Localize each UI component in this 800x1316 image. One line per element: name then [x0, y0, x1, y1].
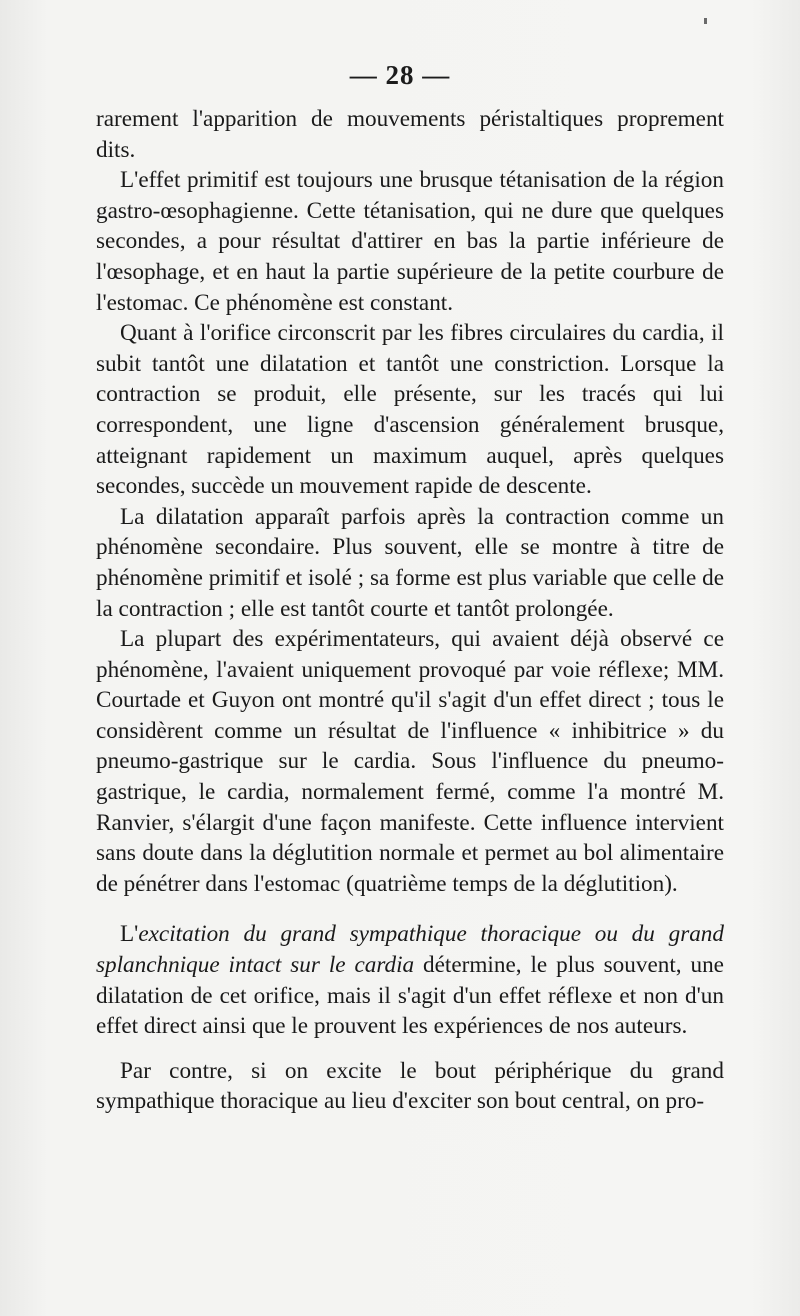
paragraph-5: La plupart des expérimentateurs, qui avaient déjà observé ce phénomène, l'avaient uniquement provoqué par voie réflexe; MM. Courtade et Guyon ont montré qu'il s'agit d'un effet direct ; tous le considèrent comme un résultat de l'influence « inhibitrice » du pneumo-gastrique sur le cardia. Sous l'influence du pneumo-gastrique, le cardia, normalement fermé, comme l'a montré M. Ranvier, s'élargit d'une façon manifeste. Cette influence intervient sans doute dans la déglutition normale et permet au bol alimentaire de pénétrer dans l'estomac (quatrième temps de la déglutition). [96, 626, 724, 897]
paragraph-4: La dilatation apparaît parfois après la contraction comme un phénomène secondaire. Plus souvent, elle se montre à titre de phénomène primitif et isolé ; sa forme est plus variable que celle de la contraction ; elle est tantôt courte et tantôt prolongée. [96, 503, 724, 622]
paragraph-6-lead: L' [120, 921, 139, 948]
paragraph-1: rarement l'apparition de mouvements péristaltiques proprement dits. [96, 106, 724, 163]
paragraph-7: Par contre, si on excite le bout périphérique du grand sympathique thoracique au lieu d'exciter son bout central, on pro- [96, 1057, 724, 1115]
ink-speck [704, 18, 707, 24]
paragraph-6-italic: excitation du grand sympathique thoracique ou du grand splanchnique intact sur le cardia [96, 921, 724, 979]
paragraph-6 [96, 919, 724, 1041]
paragraph-3: Quant à l'orifice circonscrit par les fibres circulaires du cardia, il subit tantôt une dilatation et tantôt une constriction. Lorsque la contraction se produit, elle présente, sur les tracés qui lui correspondent, une ligne d'ascension généralement brusque, atteignant rapidement un maximum auquel, après quelques secondes, succède un mouvement rapide de descente. [96, 320, 724, 500]
paragraph-2: L'effet primitif est toujours une brusque tétanisation de la région gastro-œsophagienne. Cette tétanisation, qui ne dure que quelques secondes, a pour résultat d'attirer en bas la partie inférieure de l'œsophage, et en haut la partie supérieure de la petite courbure de l'estomac. Ce phénomène est constant. [96, 167, 724, 316]
paragraph-6-rest: détermine, le plus souvent, une dilatation de cet orifice, mais il s'agit d'un effet réflexe et non d'un effet direct ainsi que le prouvent les expériences de nos auteurs. [96, 952, 724, 1040]
page-body-text [96, 104, 724, 1117]
page-number: — 28 — [349, 60, 451, 90]
